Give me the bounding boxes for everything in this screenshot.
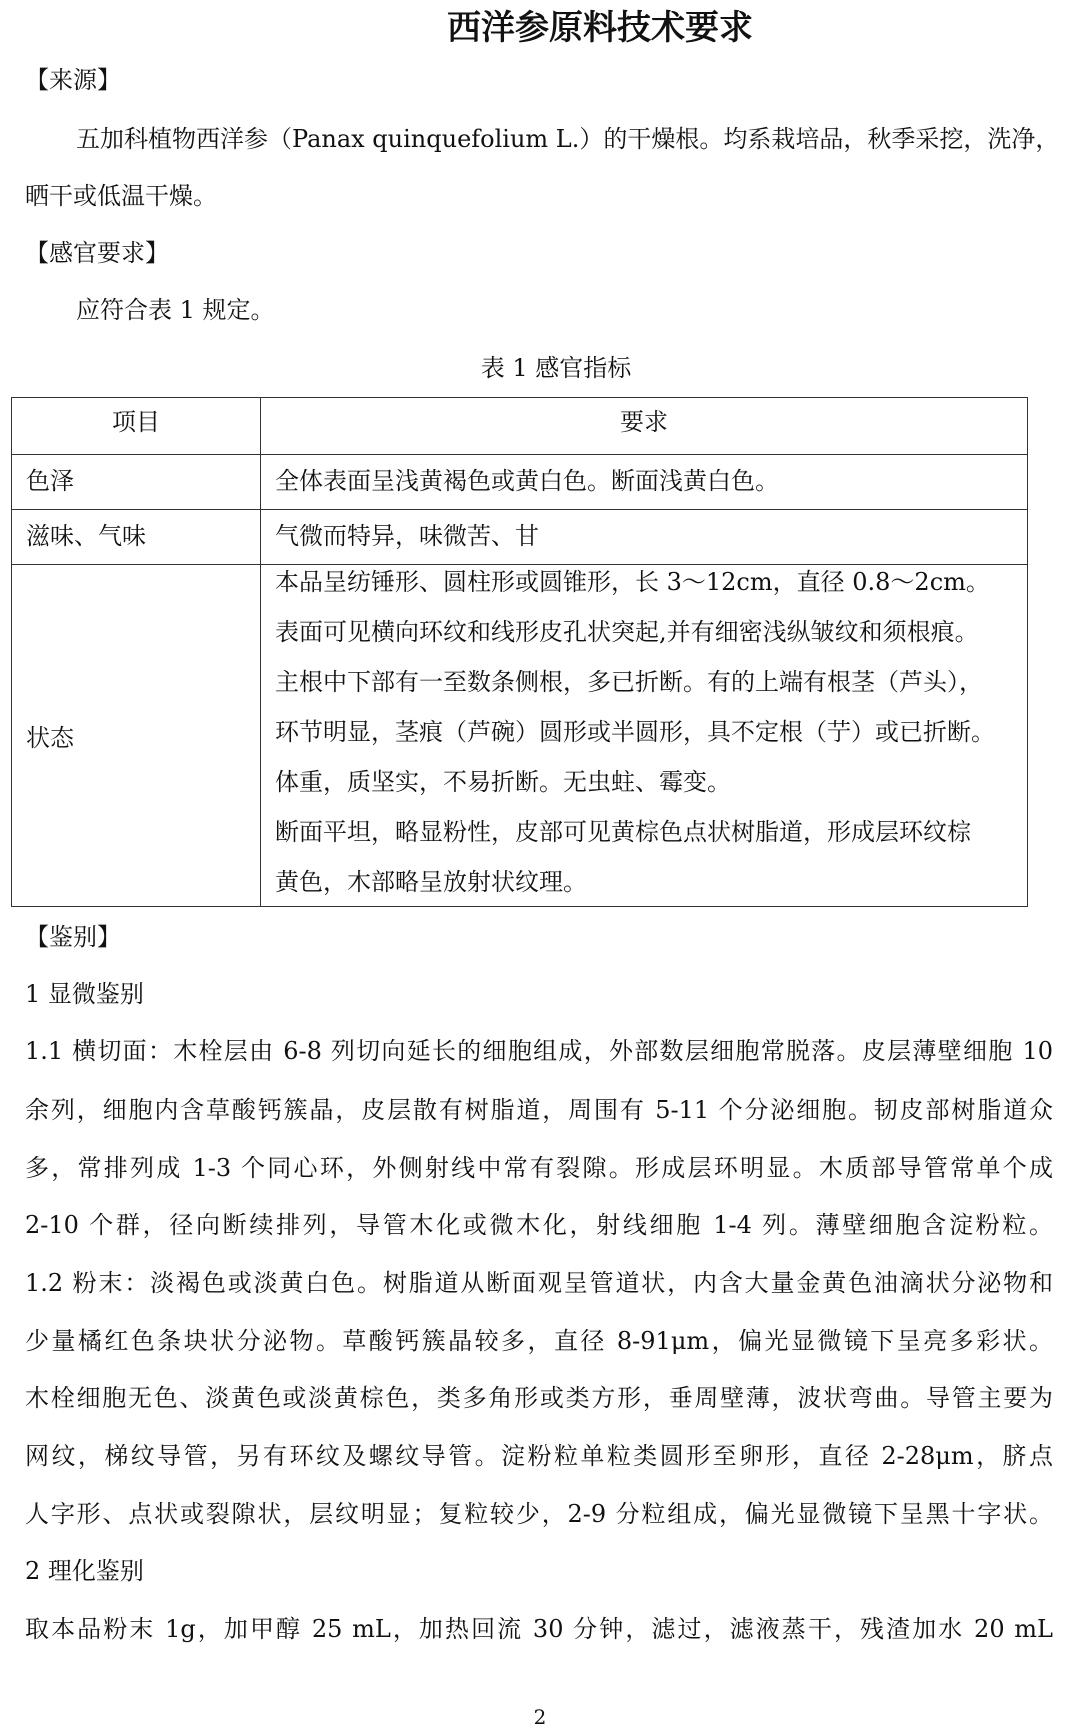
table-header-row xyxy=(12,398,1028,455)
table-caption: 表 1 感官指标 xyxy=(480,354,632,382)
microscopic-heading: 1 显微鉴别 xyxy=(25,980,144,1008)
micro-line: 1.2 粉末：淡褐色或淡黄白色。树脂道从断面观呈管道状，内含大量金黄色油滴状分泌物和 xyxy=(25,1269,1053,1297)
micro-line: 网纹，梯纹导管，另有环纹及螺纹导管。淀粉粒单粒类圆形至卵形，直径 2-28μm，脐点 xyxy=(25,1442,1053,1470)
chemical-heading: 2 理化鉴别 xyxy=(25,1557,144,1585)
page-number: 2 xyxy=(533,1705,547,1729)
row-item: 状态 xyxy=(12,565,261,907)
micro-line: 少量橘红色条块状分泌物。草酸钙簇晶较多，直径 8-91μm，偏光显微镜下呈亮多彩状。 xyxy=(25,1327,1053,1355)
requirement-line: 本品呈纺锤形、圆柱形或圆锥形，长 3～12cm，直径 0.8～2cm。 xyxy=(275,568,990,596)
requirement-line: 断面平坦，略显粉性，皮部可见黄棕色点状树脂道，形成层环纹棕 xyxy=(275,818,971,846)
table-row xyxy=(12,510,1028,565)
row-item: 色泽 xyxy=(12,455,261,510)
source-line: 五加科植物西洋参（Panax quinquefolium L.）的干燥根。均系栽培品，秋季采挖，洗净， xyxy=(76,125,1060,153)
micro-line: 1.1 横切面：木栓层由 6-8 列切向延长的细胞组成，外部数层细胞常脱落。皮层薄壁细胞 10 xyxy=(25,1037,1053,1065)
micro-line: 2-10 个群，径向断续排列，导管木化或微木化，射线细胞 1-4 列。薄壁细胞含淀粉粒。 xyxy=(25,1211,1053,1239)
document-title: 西洋参原料技术要求 xyxy=(447,8,753,48)
micro-line: 多，常排列成 1-3 个同心环，外侧射线中常有裂隙。形成层环明显。木质部导管常单个成 xyxy=(25,1154,1053,1182)
requirement-line: 体重，质坚实，不易折断。无虫蛀、霉变。 xyxy=(275,768,731,796)
micro-line: 余列，细胞内含草酸钙簇晶，皮层散有树脂道，周围有 5-11 个分泌细胞。韧皮部树脂道众 xyxy=(25,1096,1053,1124)
header-item: 项目 xyxy=(12,398,261,455)
sensory-heading: 【感官要求】 xyxy=(25,239,169,267)
requirement-line: 黄色，木部略呈放射状纹理。 xyxy=(275,868,587,896)
micro-line: 木栓细胞无色、淡黄色或淡黄棕色，类多角形或类方形，垂周壁薄，波状弯曲。导管主要为 xyxy=(25,1384,1053,1412)
micro-line: 人字形、点状或裂隙状，层纹明显；复粒较少，2-9 分粒组成，偏光显微镜下呈黑十字状。 xyxy=(25,1500,1053,1528)
row-item: 滋味、气味 xyxy=(12,510,261,565)
table-row xyxy=(12,565,1028,907)
row-requirement xyxy=(261,565,1028,907)
source-heading: 【来源】 xyxy=(25,66,121,94)
identification-heading: 【鉴别】 xyxy=(25,923,121,951)
chem-line: 取本品粉末 1g，加甲醇 25 mL，加热回流 30 分钟，滤过，滤液蒸干，残渣加水 20 mL xyxy=(25,1615,1053,1643)
requirement-line: 环节明显，茎痕（芦碗）圆形或半圆形，具不定根（艼）或已折断。 xyxy=(275,718,995,746)
table-row xyxy=(12,455,1028,510)
source-line: 晒干或低温干燥。 xyxy=(25,182,217,210)
row-requirement: 气微而特异，味微苦、甘 xyxy=(261,510,1028,565)
sensory-text: 应符合表 1 规定。 xyxy=(76,296,275,324)
requirement-line: 表面可见横向环纹和线形皮孔状突起,并有细密浅纵皱纹和须根痕。 xyxy=(275,618,979,646)
sensory-table xyxy=(11,397,1028,907)
requirement-line: 主根中下部有一至数条侧根，多已折断。有的上端有根茎（芦头）， xyxy=(275,668,983,696)
row-requirement: 全体表面呈浅黄褐色或黄白色。断面浅黄白色。 xyxy=(261,455,1028,510)
header-requirement: 要求 xyxy=(261,398,1028,455)
